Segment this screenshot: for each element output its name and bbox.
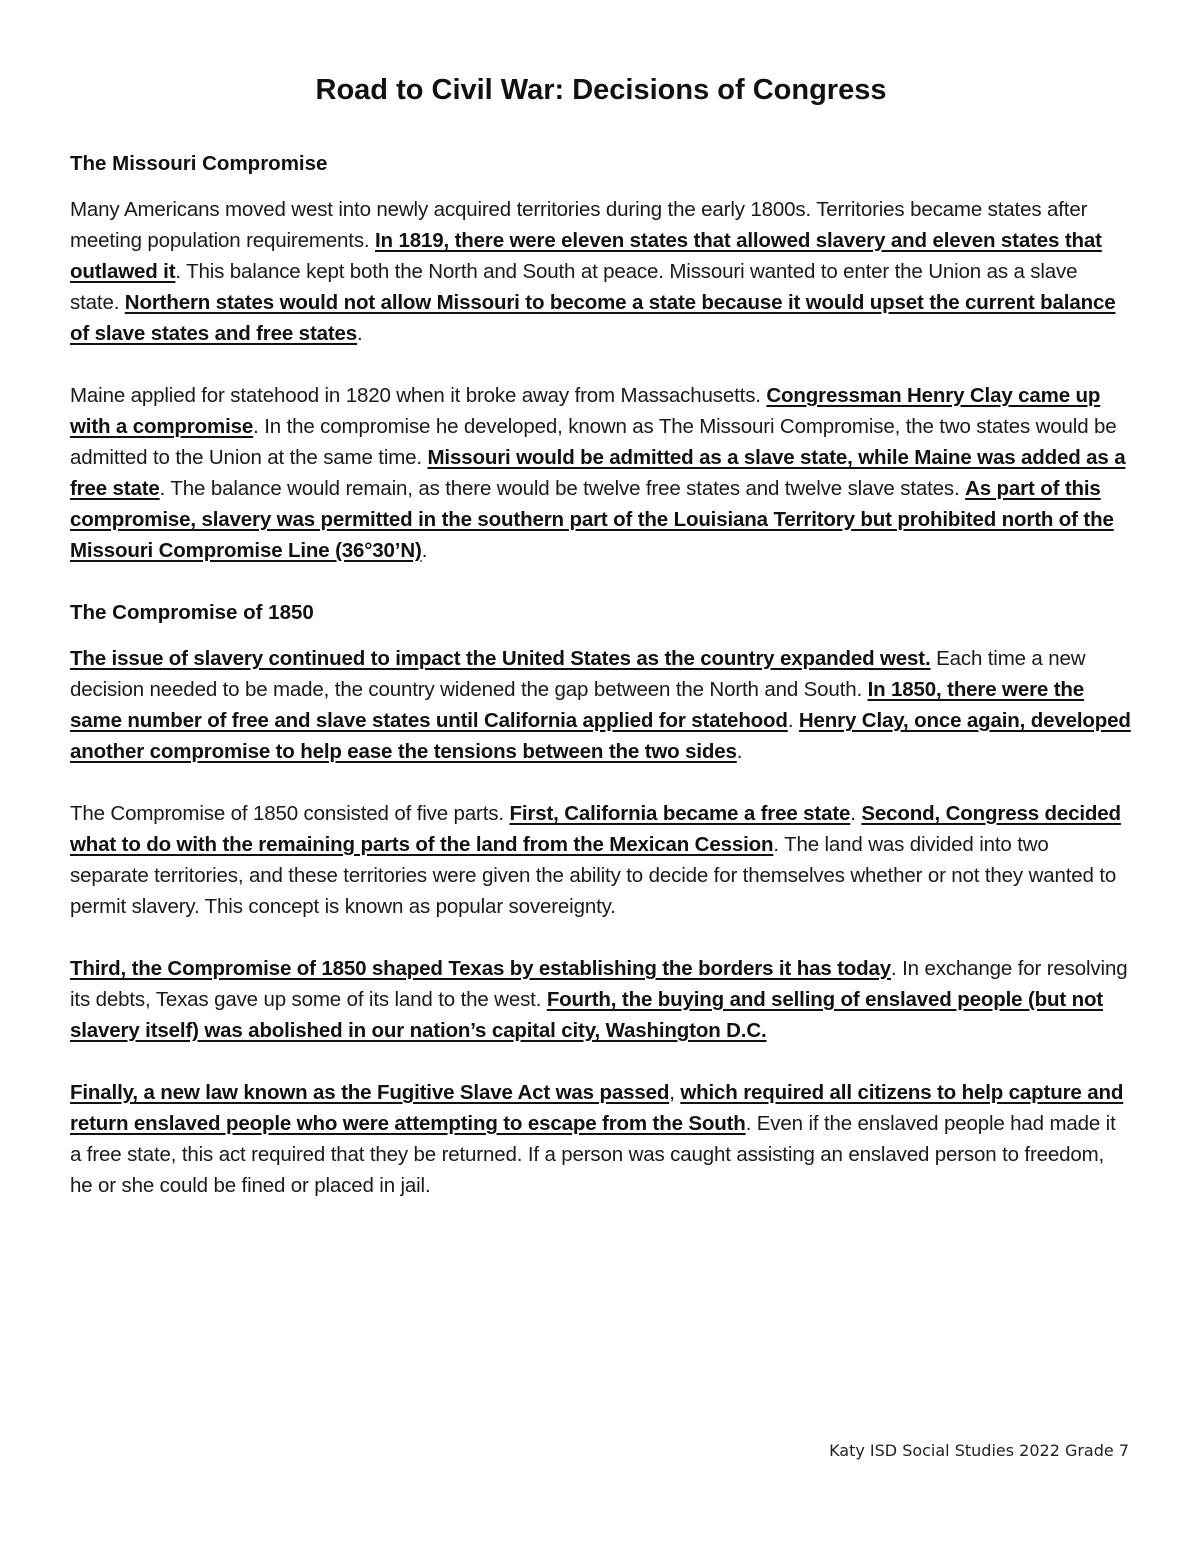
body-text: Maine applied for statehood in 1820 when it broke away from Massachusetts.	[70, 384, 767, 407]
paragraph	[70, 798, 1132, 922]
key-point-text: In 1850, there were the same number of free and slave states until California applied for statehood	[70, 678, 1085, 732]
key-point-text: Henry Clay, once again, developed another compromise to help ease the tensions between the two sides	[70, 709, 1131, 763]
key-point-text: Congressman Henry Clay came up with a compromise	[70, 384, 1101, 438]
body-text: Many Americans moved west into newly acquired territories during the early 1800s. Territories became states after meeting population requirements.	[70, 198, 1088, 252]
body-text: .	[787, 709, 799, 732]
paragraph	[70, 194, 1132, 349]
body-text: . This balance kept both the North and South at peace. Missouri wanted to enter the Union as a slave state.	[70, 260, 1078, 314]
key-point-text: Northern states would not allow Missouri to become a state because it would upset the current balance of slave states and free states	[70, 291, 1116, 345]
body-text: . The land was divided into two separate territories, and these territories were given the ability to decide for themselves whether or not they wanted to permit slavery. This concept is known as popular sovereignty.	[70, 833, 1117, 918]
body-text: . The balance would remain, as there would be twelve free states and twelve slave states.	[159, 477, 966, 500]
page-title: Road to Civil War: Decisions of Congress	[315, 74, 887, 106]
body-text: .	[421, 539, 428, 562]
key-point-text: which required all citizens to help capture and return enslaved people who were attempting to escape from the South	[70, 1081, 1124, 1135]
body-text: .	[357, 322, 363, 345]
paragraph	[70, 953, 1132, 1046]
paragraph	[70, 380, 1132, 566]
key-point-text: Second, Congress decided what to do with the remaining parts of the land from the Mexican Cession	[70, 802, 1121, 856]
key-point-text: As part of this compromise, slavery was permitted in the southern part of the Louisiana Territory but prohibited north of the Missouri Compromise Line (36°30’N)	[70, 477, 1114, 562]
body-text: The Compromise of 1850 consisted of five parts.	[70, 802, 510, 825]
body-text: . In the compromise he developed, known as The Missouri Compromise, the two states would be admitted to the Union at the same time.	[70, 415, 1117, 469]
key-point-text: In 1819, there were eleven states that allowed slavery and eleven states that outlawed it	[70, 229, 1102, 283]
paragraph	[70, 1077, 1132, 1201]
section-heading-missouri: The Missouri Compromise	[70, 152, 328, 175]
paragraph	[70, 643, 1132, 767]
key-point-text: First, California became a free state	[509, 802, 851, 825]
body-text: .	[736, 740, 743, 763]
body-text: . In exchange for resolving its debts, Texas gave up some of its land to the west.	[70, 957, 1128, 1011]
body-text: ,	[669, 1081, 681, 1104]
body-text: .	[850, 802, 862, 825]
body-text: Each time a new decision needed to be made, the country widened the gap between the North and South.	[70, 647, 1086, 701]
document-page	[70, 70, 1132, 1201]
key-point-text: Third, the Compromise of 1850 shaped Texas by establishing the borders it has today	[70, 957, 892, 980]
key-point-text: Missouri would be admitted as a slave state, while Maine was added as a free state	[70, 446, 1126, 500]
page-footer: Katy ISD Social Studies 2022 Grade 7	[829, 1441, 1129, 1460]
section-heading-1850: The Compromise of 1850	[70, 601, 314, 624]
key-point-text: The issue of slavery continued to impact the United States as the country expanded west.	[70, 647, 931, 670]
key-point-text: Finally, a new law known as the Fugitive Slave Act was passed	[70, 1081, 670, 1104]
key-point-text: Fourth, the buying and selling of enslaved people (but not slavery itself) was abolished in our nation’s capital city, Washington D.C.	[70, 988, 1104, 1042]
body-text: . Even if the enslaved people had made it a free state, this act required that they be returned. If a person was caught assisting an enslaved person to freedom, he or she could be fined or placed in jail.	[70, 1112, 1116, 1197]
